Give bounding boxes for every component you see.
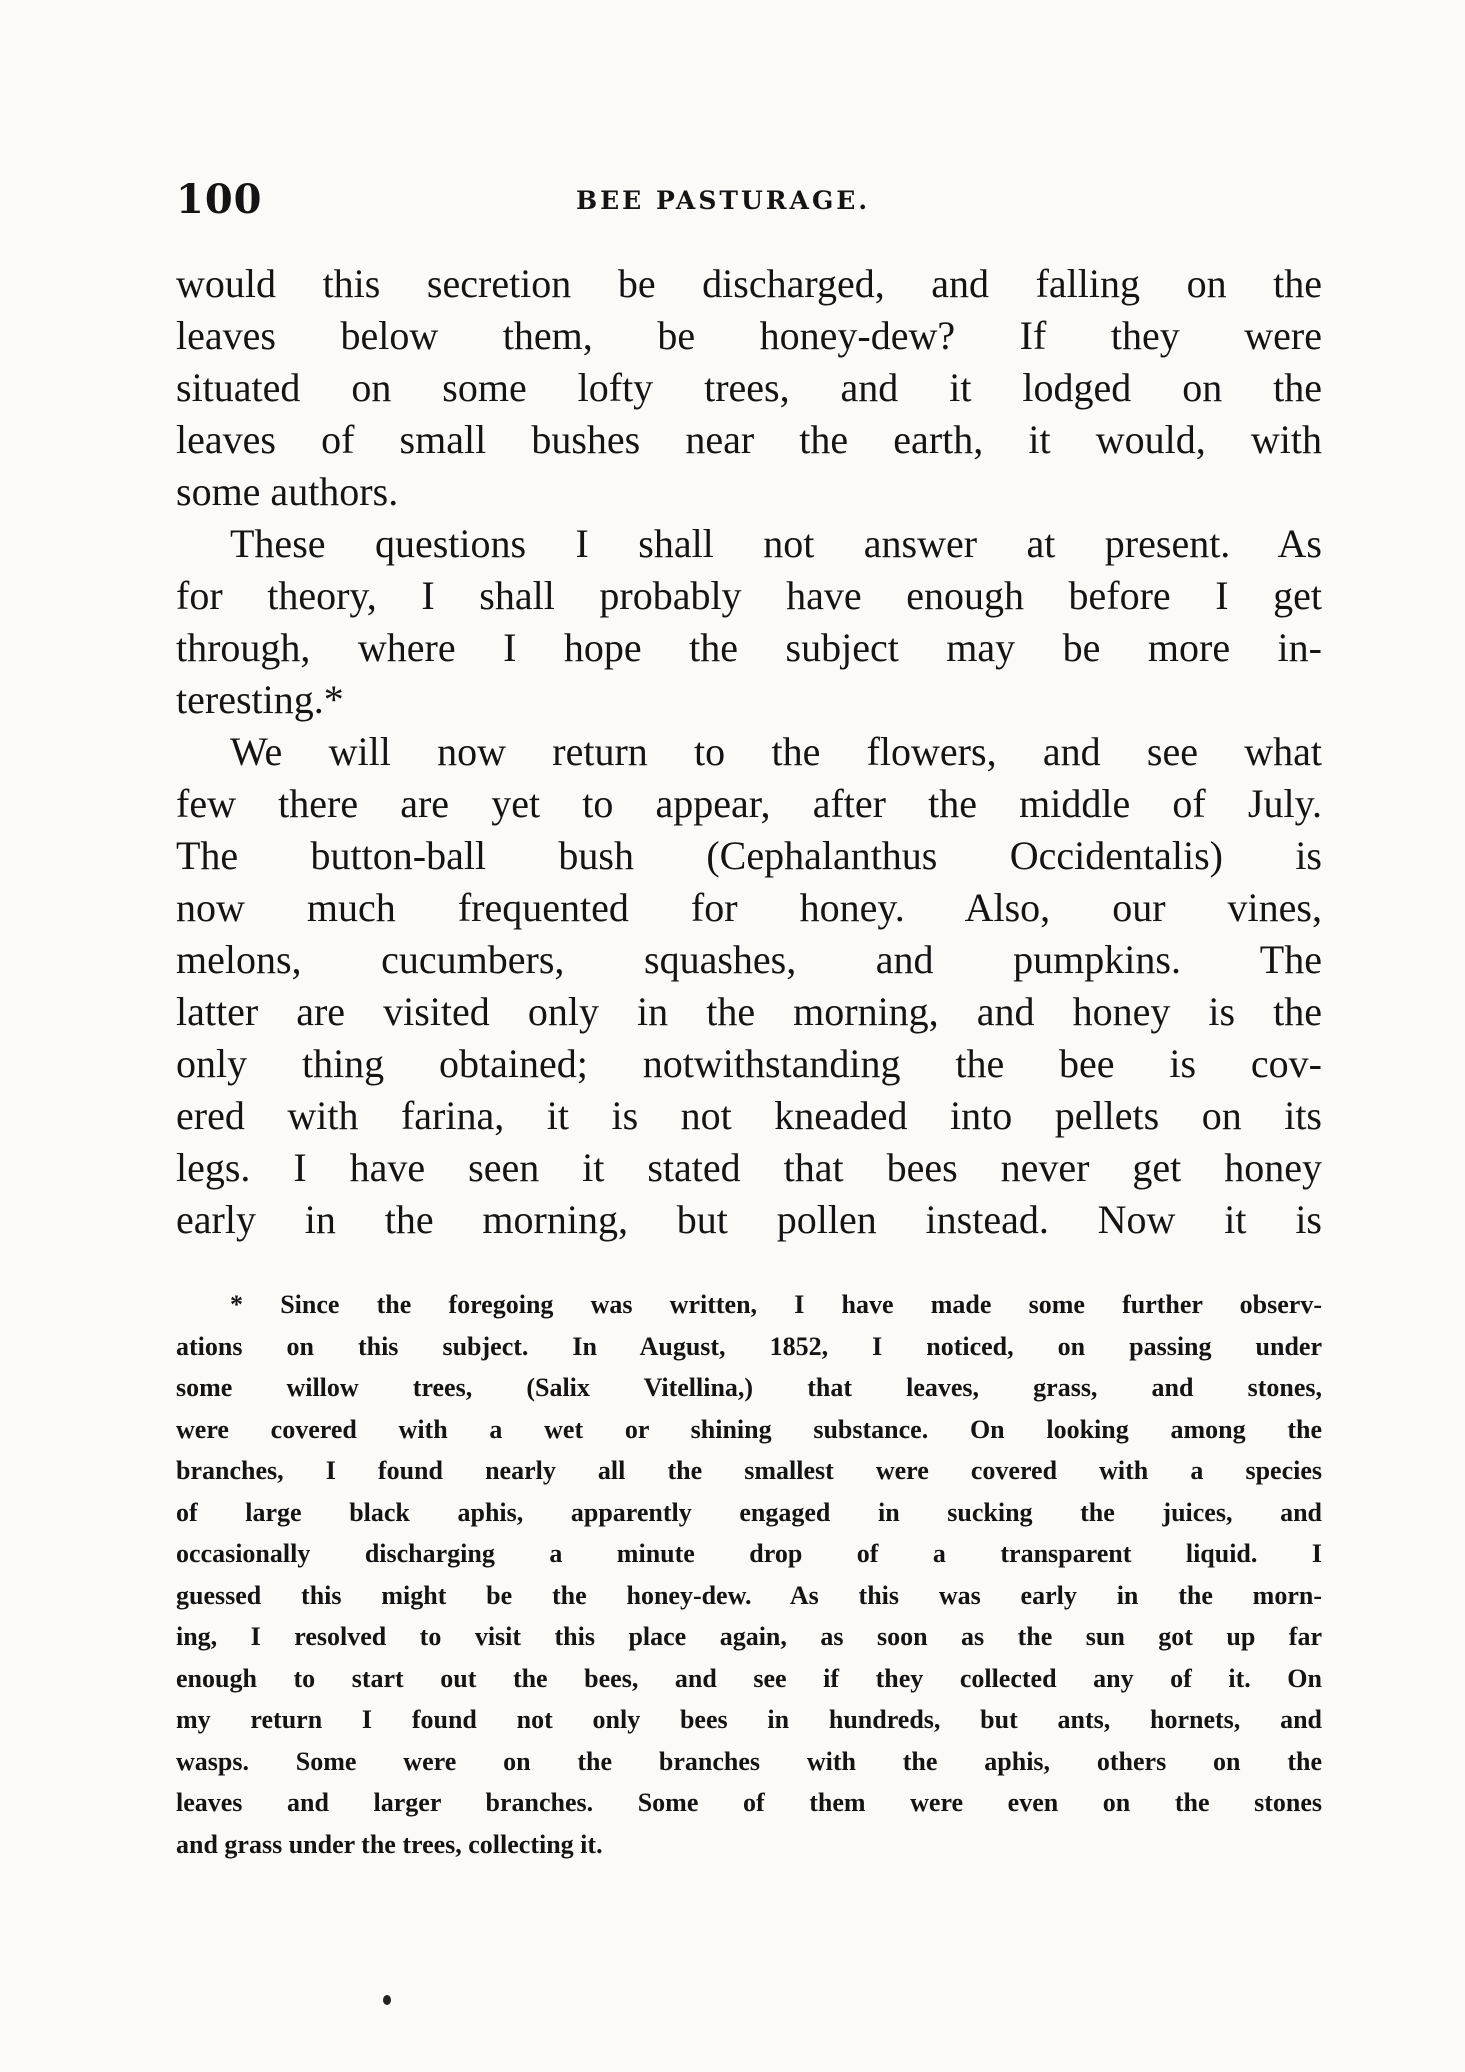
running-header: [176, 176, 1322, 236]
footnote-line: wasps. Some were on the branches with the aphis, others on the: [176, 1746, 1322, 1776]
footnote-line: and grass under the trees, collecting it.: [176, 1829, 603, 1859]
text-line: leaves of small bushes near the earth, it would, with: [176, 417, 1322, 462]
text-line: teresting.*: [176, 677, 344, 722]
ink-speck: [383, 1995, 391, 2005]
footnote-line: some willow trees, (Salix Vitellina,) that leaves, grass, and stones,: [176, 1373, 1322, 1402]
text-line: for theory, I shall probably have enough before I get: [176, 573, 1322, 618]
text-line: only thing obtained; notwithstanding the bee is cov-: [176, 1041, 1322, 1086]
footnote-line: my return I found not only bees in hundreds, but ants, hornets, and: [176, 1705, 1322, 1734]
footnote-line: ing, I resolved to visit this place again, as soon as the sun got up far: [176, 1622, 1322, 1651]
text-line: few there are yet to appear, after the middle of July.: [176, 781, 1322, 826]
text-line: early in the morning, but pollen instead. Now it is: [176, 1197, 1322, 1242]
text-line: situated on some lofty trees, and it lodged on the: [176, 365, 1322, 410]
running-title: BEE PASTURAGE.: [576, 186, 871, 215]
page-number: 100: [176, 176, 263, 223]
text-line: We will now return to the flowers, and see what: [230, 729, 1322, 774]
text-line: some authors.: [176, 469, 399, 514]
footnote-line: leaves and larger branches. Some of them were even on the stones: [176, 1788, 1322, 1817]
footnote-line: of large black aphis, apparently engaged in sucking the juices, and: [176, 1497, 1322, 1527]
text-line: ered with farina, it is not kneaded into pellets on its: [176, 1093, 1322, 1138]
footnote-line: guessed this might be the honey-dew. As this was early in the morn-: [176, 1580, 1322, 1610]
footnote-line: branches, I found nearly all the smallest were covered with a species: [176, 1456, 1322, 1485]
footnote-line: * Since the foregoing was written, I have made some further observ-: [230, 1290, 1322, 1319]
text-line: through, where I hope the subject may be more in-: [176, 625, 1322, 670]
text-line: These questions I shall not answer at present. As: [230, 521, 1322, 566]
text-line: legs. I have seen it stated that bees never get honey: [176, 1145, 1322, 1190]
footnote-line: occasionally discharging a minute drop of a transparent liquid. I: [176, 1539, 1322, 1568]
text-line: melons, cucumbers, squashes, and pumpkins. The: [176, 937, 1322, 982]
text-line: The button-ball bush (Cephalanthus Occidentalis) is: [176, 833, 1322, 878]
footnote-line: were covered with a wet or shining substance. On looking among the: [176, 1414, 1322, 1444]
text-line: now much frequented for honey. Also, our vines,: [176, 885, 1322, 930]
footnote: [176, 1284, 1322, 1865]
footnote-line: enough to start out the bees, and see if they collected any of it. On: [176, 1663, 1322, 1693]
text-line: would this secretion be discharged, and falling on the: [176, 261, 1322, 306]
text-line: leaves below them, be honey-dew? If they were: [176, 313, 1322, 358]
body-text: [176, 258, 1322, 1246]
footnote-line: ations on this subject. In August, 1852, I noticed, on passing under: [176, 1331, 1322, 1361]
text-line: latter are visited only in the morning, and honey is the: [176, 989, 1322, 1034]
